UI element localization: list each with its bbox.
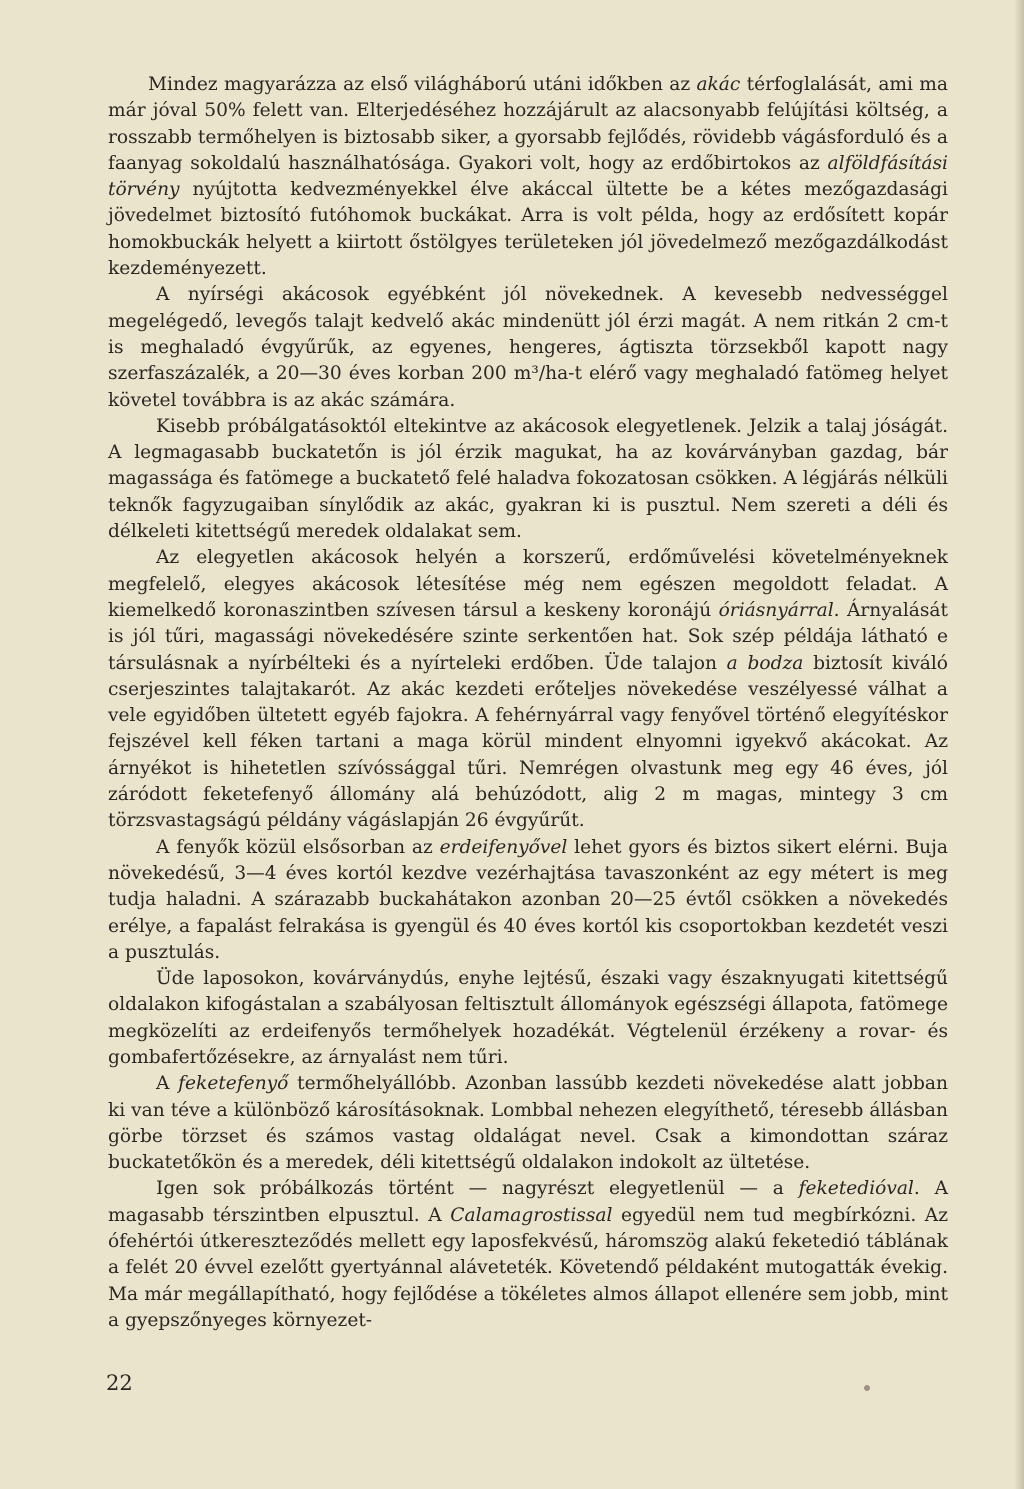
text-run: lehet gyors és biztos sikert elérni. Buja növekedésű, 3—4 éves kortól kezdve vezérhajtása tavaszonként az egy métert is meg tudja haladni. A szárazabb buckahátakon azonban 20—25 évtől csökken a növekedés erélye, a fapalást felrakása is gyengül és 40 éves kortól kis csoportokban kezdetét veszi a pusztulás. xyxy=(108,836,948,963)
italic-term: a bodza xyxy=(726,652,804,674)
ink-dot xyxy=(864,1385,870,1391)
text-run: A fenyők közül elsősorban az xyxy=(156,836,440,858)
paragraph xyxy=(108,835,948,966)
text-run: Kisebb próbálgatásoktól eltekintve az akácosok elegyetlenek. Jelzik a talaj jóságát. A legmagasabb buckatetőn is jól érzik magukat, ha az kovárványban gazdag, bár magassága és fatömege a buckatető felé haladva fokozatosan csökken. A légjárás nélküli teknők fagyzugaiban sínylődik az akác, gyakran ki is pusztul. Nem szereti a déli és délkeleti kitettségű meredek oldalakat sem. xyxy=(108,415,948,543)
italic-term: akác xyxy=(696,74,741,95)
italic-term: Calamagrostissal xyxy=(450,1204,613,1226)
paragraph xyxy=(108,1176,948,1334)
page-number: 22 xyxy=(106,1371,133,1395)
text-run: . Árnyalását is jól tűri, magassági növekedésére szinte serkentően hat. Sok szép példája látható e társulásnak a nyírbélteki és a nyírteleki erdőben. Üde talajon xyxy=(108,599,948,674)
text-run: térfoglalását, ami ma már jóval 50% felett van. Elterjedéséhez hozzájárult az alacsonyabb felújítási költség, a rosszabb termőhelyen is biztosabb siker, a gyorsabb fejlődés, rövidebb vágásforduló és a faanyag sokoldalú használhatósága. Gyakori volt, hogy az erdőbirtokos az xyxy=(108,74,948,174)
text-run: termőhelyállóbb. Azonban lassúbb kezdeti növekedése alatt jobban ki van téve a különböző károsításoknak. Lombbal nehezen elegyíthető, téresebb állásban görbe törzset és számos vastag oldalágat nevel. Csak a kimondottan száraz buckatetőkön és a meredek, déli kitettségű oldalakon indokolt az ültetése. xyxy=(108,1073,948,1174)
paragraph xyxy=(108,1071,948,1176)
italic-term: erdeifenyővel xyxy=(439,836,568,858)
text-run: nyújtotta kedvezményekkel élve akáccal ültette be a kétes mezőgazdasági jövedelmet biztosító futóhomok buckákat. Arra is volt példa, hogy az erdősített kopár homokbuckák helyett a kiirtott őstölgyes területeken jól jövedelmező mezőgazdálkodást kezdeményezett. xyxy=(108,179,948,280)
text-run: biztosít kiváló cserjeszintes talajtakarót. Az akác kezdeti erőteljes növekedése veszélyessé válhat a vele egyidőben ültetett egyéb fajokra. A fehérnyárral vagy fenyővel történő elegyítéskor fejszével kell féken tartani a maga körül mindent elnyomni igyekvő akácokat. Az árnyékot is hihetetlen szívóssággal tűri. Nemrégen olvastunk meg egy 46 éves, jól záródott feketefenyő állomány alá behúzódott, alig 2 m magas, mintegy 3 cm törzsvastagságú példány vágáslapján 26 évgyűrűt. xyxy=(108,652,948,832)
text-run: A xyxy=(156,1073,179,1095)
text-run: Az elegyetlen akácosok helyén a korszerű, erdőművelési követelményeknek megfelelő, elegyes akácosok létesítése még nem egészen megoldott feladat. A kiemelkedő koronaszintben szívesen társul a keskeny koronájú xyxy=(108,547,948,621)
paragraph xyxy=(108,414,948,545)
text-run: Mindez magyarázza az első világháború utáni időkben az xyxy=(148,74,697,95)
text-run: Igen sok próbálkozás történt — nagyrészt elegyetlenül — a xyxy=(156,1178,799,1200)
page-edge-shadow xyxy=(1014,0,1024,1489)
text-run: . A magasabb térszintben elpusztul. A xyxy=(108,1178,948,1226)
text-run: egyedül nem tud megbírkózni. Az ófehértói útkereszteződés mellett egy laposfekvésű, háromszög alakú feketedió táblának a felét 20 évvel ezelőtt gyertyánnal aláveteték. Követendő példaként mutogatták évekig. Ma már megállapítható, hogy fejlődése a tökéletes almos állapot ellenére sem jobb, mint a gyepszőnyeges környezet- xyxy=(108,1204,949,1331)
italic-term: feketefenyő xyxy=(178,1073,289,1095)
paragraph xyxy=(108,282,948,413)
text-run: A nyírségi akácosok egyébként jól növekednek. A kevesebb nedvességgel megelégedő, levegős talajt kedvelő akác mindenütt jól érzi magát. A nem ritkán 2 cm-t is meghaladó évgyűrűk, az egyenes, hengeres, ágtiszta törzsekből kapott nagy szerfaszázalék, a 20—30 éves korban 200 m³/ha-t elérő vagy meghaladó fatömeg helyet követel továbbra is az akác számára. xyxy=(108,284,948,411)
paragraph xyxy=(108,72,948,282)
body-text xyxy=(108,72,948,1334)
text-run: Üde laposokon, kovárványdús, enyhe lejtésű, északi vagy északnyugati kitettségű oldalakon kifogástalan a szabályosan feltisztult állományok egészségi állapota, fatömege megközelíti az erdeifenyős termőhelyek hozadékát. Végtelenül érzékeny a rovar- és gombafertőzésekre, az árnyalást nem tűri. xyxy=(108,968,948,1068)
italic-term: óriásnyárral xyxy=(718,599,834,621)
italic-term: feketedióval xyxy=(798,1178,914,1200)
paragraph xyxy=(108,545,948,834)
italic-term: alföldfásítási törvény xyxy=(108,152,948,201)
paragraph xyxy=(108,966,948,1071)
